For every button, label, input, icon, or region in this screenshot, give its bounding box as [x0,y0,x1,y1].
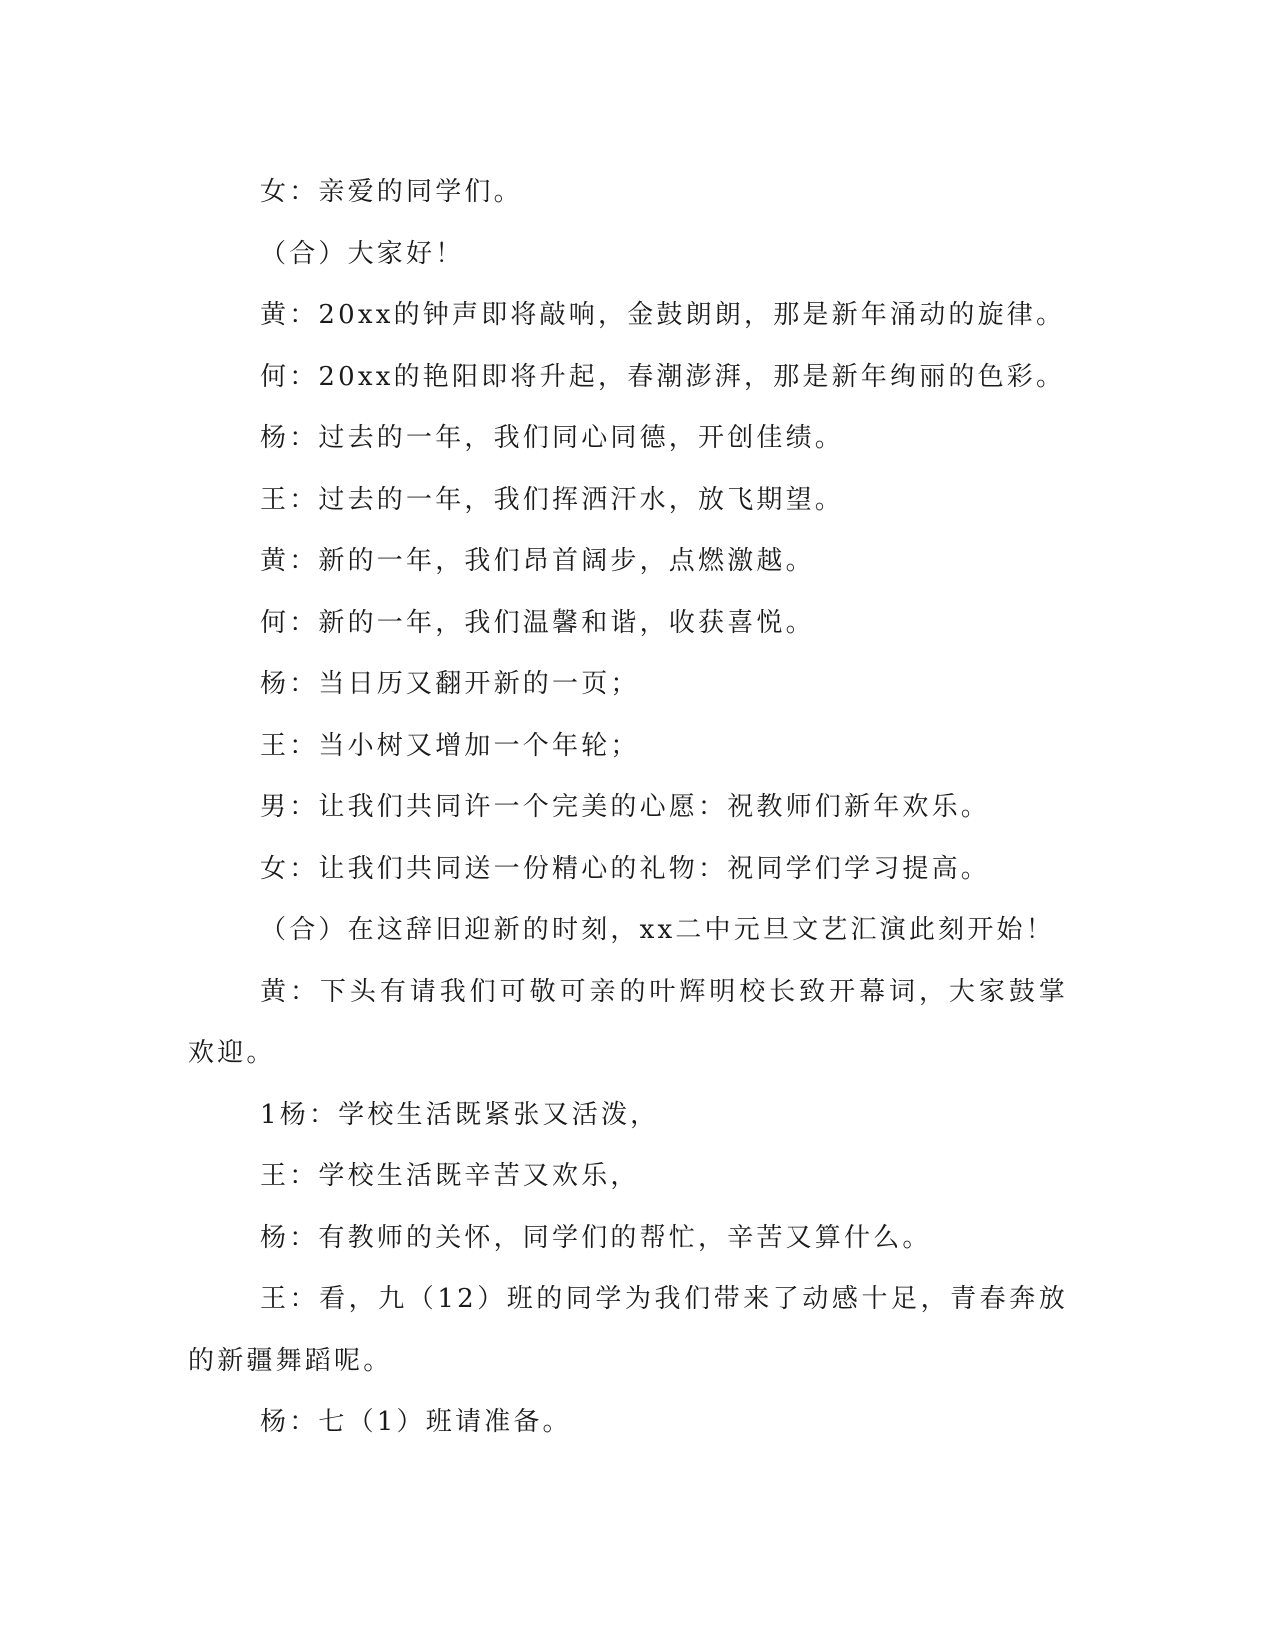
paragraph: 何：20xx的艳阳即将升起，春潮澎湃，那是新年绚丽的色彩。 [260,361,1066,392]
document-body [188,162,1068,1454]
paragraph: 何：新的一年，我们温馨和谐，收获喜悦。 [260,607,815,638]
paragraph: 杨：七（1）班请准备。 [260,1407,572,1437]
paragraph: 王：学校生活既辛苦又欢乐， [260,1161,640,1191]
paragraph: 男：让我们共同许一个完美的心愿：祝教师们新年欢乐。 [260,792,991,822]
paragraph: 王：过去的一年，我们挥洒汗水，放飞期望。 [260,484,845,515]
paragraph: 杨：当日历又翻开新的一页； [260,669,640,699]
paragraph: （合）在这辞旧迎新的时刻，xx二中元旦文艺汇演此刻开始！ [260,915,1055,945]
paragraph: 王：看，九（12）班的同学为我们带来了动感十足，青春奔放的新疆舞蹈呢。 [188,1284,1068,1376]
paragraph: 杨：有教师的关怀，同学们的帮忙，辛苦又算什么。 [260,1222,932,1253]
paragraph: 王：当小树又增加一个年轮； [260,730,640,761]
paragraph: 女：亲爱的同学们。 [260,177,523,207]
paragraph: 黄：下头有请我们可敬可亲的叶辉明校长致开幕词，大家鼓掌欢迎。 [188,976,1068,1068]
paragraph: 黄：新的一年，我们昂首阔步，点燃激越。 [260,546,815,576]
paragraph: 女：让我们共同送一份精心的礼物：祝同学们学习提高。 [260,853,991,884]
paragraph: 黄：20xx的钟声即将敲响，金鼓朗朗，那是新年涌动的旋律。 [260,300,1066,330]
paragraph: 杨：过去的一年，我们同心同德，开创佳绩。 [260,423,845,453]
paragraph: 1杨：学校生活既紧张又活泼， [260,1099,660,1130]
paragraph: （合）大家好！ [260,238,465,269]
